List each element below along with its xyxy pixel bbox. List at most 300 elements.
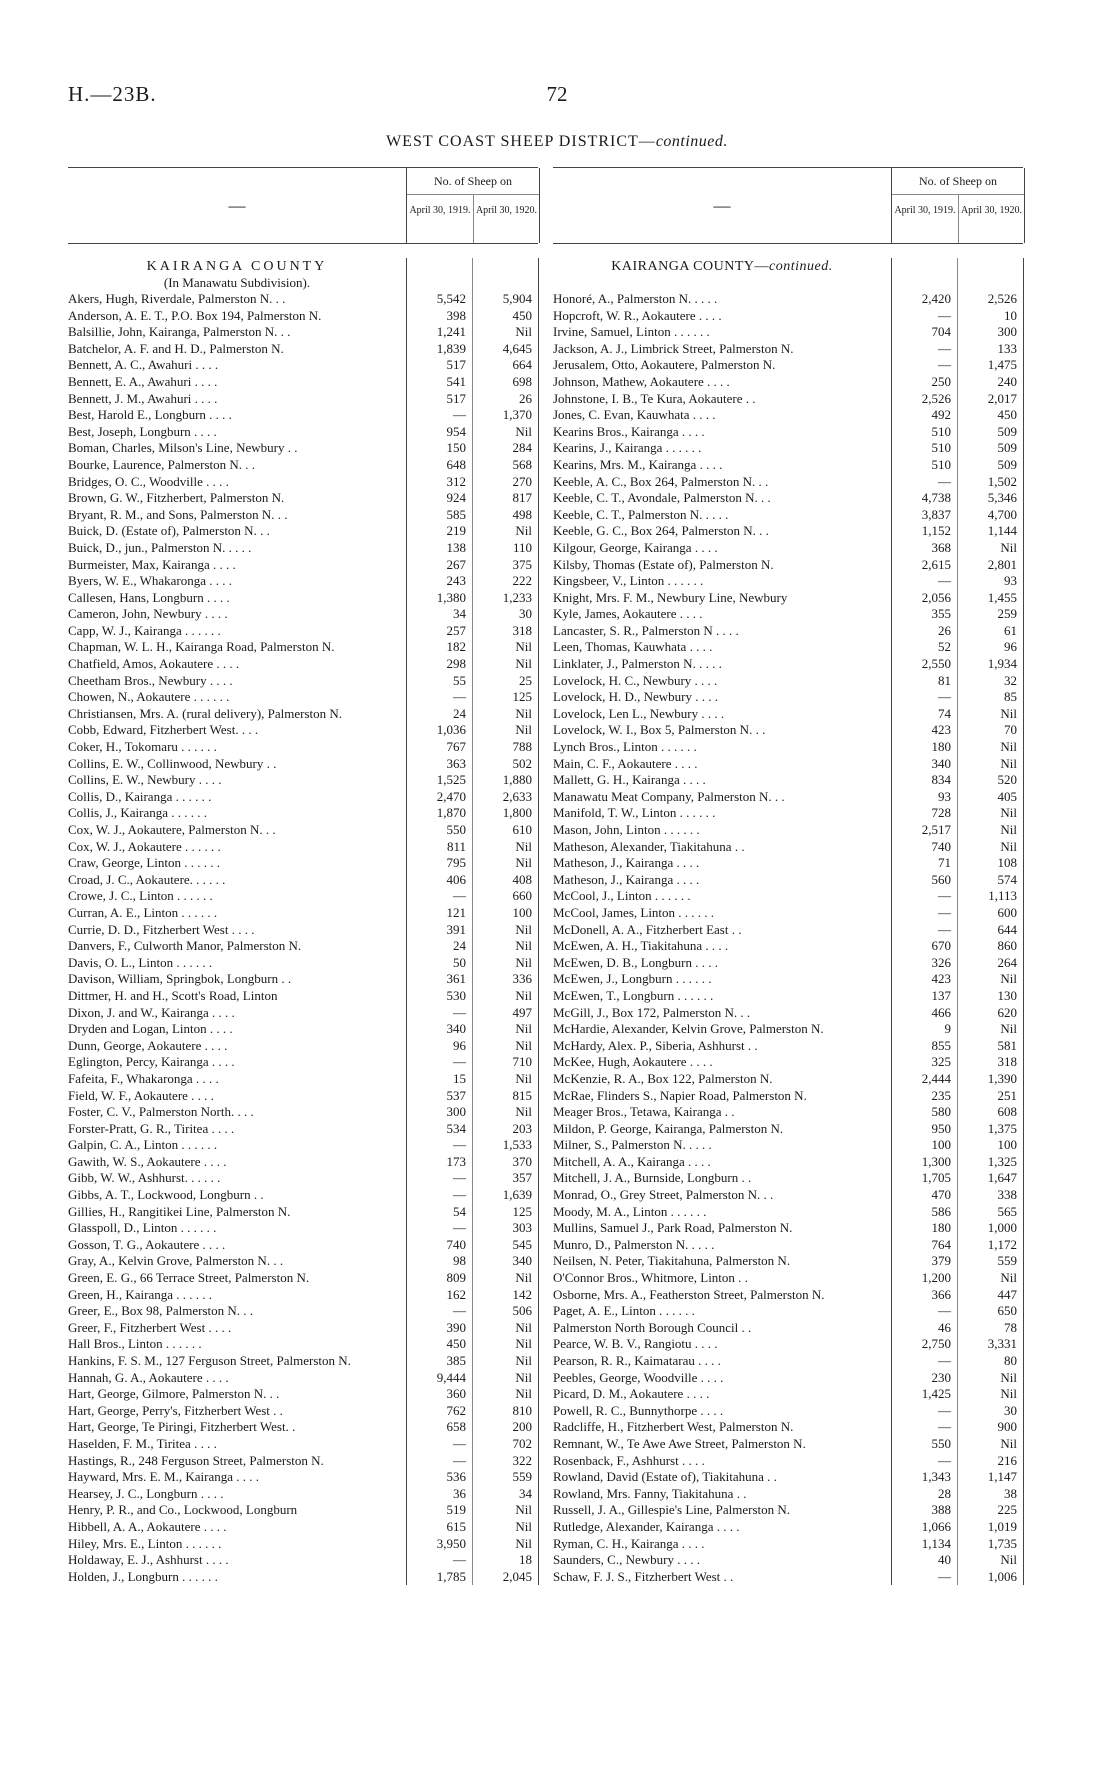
- left-row-1919: 50: [453, 954, 466, 970]
- right-row-name: Knight, Mrs. F. M., Newbury Line, Newbury: [553, 589, 788, 605]
- left-row-1920: 2,633: [502, 788, 532, 804]
- left-row-1919: 809: [446, 1270, 466, 1286]
- left-table-row: [68, 507, 538, 524]
- right-row-name: Kilsby, Thomas (Estate of), Palmerston N.: [553, 556, 774, 572]
- left-row-1920: 497: [512, 1004, 532, 1020]
- left-table-row: [68, 1187, 538, 1204]
- right-table-row: [553, 1436, 1023, 1453]
- left-row-name: Burmeister, Max, Kairanga . . . .: [68, 556, 236, 572]
- right-row-name: Osborne, Mrs. A., Featherston Street, Palmerston N.: [553, 1286, 825, 1302]
- right-table-row: [553, 656, 1023, 673]
- left-row-name: Bryant, R. M., and Sons, Palmerston N. . .: [68, 506, 288, 522]
- left-row-1919: 767: [446, 739, 466, 755]
- right-table-row: [553, 1303, 1023, 1320]
- right-table-row: [553, 1121, 1023, 1138]
- right-row-name: Munro, D., Palmerston N. . . . .: [553, 1236, 715, 1252]
- right-table-row: [553, 1088, 1023, 1105]
- left-table-row: [68, 1071, 538, 1088]
- right-table-row: [553, 440, 1023, 457]
- right-row-name: Rutledge, Alexander, Kairanga . . . .: [553, 1518, 740, 1534]
- left-row-name: Green, H., Kairanga . . . . . .: [68, 1286, 213, 1302]
- left-row-1920: 370: [512, 1153, 532, 1169]
- left-table-row: [68, 1121, 538, 1138]
- right-row-1919: 466: [931, 1004, 951, 1020]
- left-row-name: Crowe, J. C., Linton . . . . . .: [68, 888, 213, 904]
- left-row-1920: 203: [512, 1120, 532, 1136]
- left-table-row: [68, 1038, 538, 1055]
- right-row-1920: 1,144: [987, 523, 1017, 539]
- right-row-1919: 855: [931, 1037, 951, 1053]
- right-row-name: Jerusalem, Otto, Aokautere, Palmerston N.: [553, 357, 776, 373]
- left-row-1919: 361: [446, 971, 466, 987]
- left-sheep-group-label: No. of Sheep on: [407, 168, 539, 195]
- right-row-1920: 30: [1004, 1402, 1017, 1418]
- right-row-1919: 235: [931, 1087, 951, 1103]
- left-row-1920: 1,880: [502, 772, 532, 788]
- left-row-1920: Nil: [515, 938, 532, 954]
- page-title: [0, 133, 1114, 151]
- left-table-row: [68, 374, 538, 391]
- right-row-name: McGill, J., Box 172, Palmerston N. . .: [553, 1004, 751, 1020]
- right-table-row: [553, 1253, 1023, 1270]
- left-row-1919: 648: [446, 456, 466, 472]
- right-row-name: Moody, M. A., Linton . . . . . .: [553, 1203, 707, 1219]
- right-row-1920: Nil: [1000, 705, 1017, 721]
- right-row-name: Manifold, T. W., Linton . . . . . .: [553, 805, 716, 821]
- right-row-name: Matheson, J., Kairanga . . . .: [553, 855, 700, 871]
- left-row-1919: —: [453, 1170, 466, 1186]
- right-row-name: Keeble, C. T., Palmerston N. . . . .: [553, 506, 729, 522]
- left-row-1920: Nil: [515, 1336, 532, 1352]
- right-row-1919: —: [938, 1353, 951, 1368]
- right-county-heading: [553, 258, 891, 275]
- right-row-1920: 78: [1004, 1319, 1017, 1335]
- right-row-name: Mitchell, A. A., Kairanga . . . .: [553, 1153, 711, 1169]
- left-row-1919: 517: [446, 357, 466, 373]
- left-row-name: Dixon, J. and W., Kairanga . . . .: [68, 1004, 235, 1020]
- right-row-1920: 1,019: [987, 1518, 1017, 1534]
- right-row-1920: 32: [1004, 672, 1017, 688]
- right-table-row: [553, 1486, 1023, 1503]
- right-row-1919: 230: [931, 1369, 951, 1385]
- right-row-name: McHardy, Alex. P., Siberia, Ashhurst . .: [553, 1037, 758, 1053]
- right-row-1919: 26: [938, 622, 951, 638]
- left-row-name: Hall Bros., Linton . . . . . .: [68, 1336, 202, 1352]
- right-row-1919: 423: [931, 971, 951, 987]
- right-row-1920: 1,147: [987, 1469, 1017, 1485]
- right-row-1919: 1,134: [921, 1535, 951, 1551]
- right-row-1920: 1,113: [988, 888, 1017, 904]
- right-table-row: [553, 1220, 1023, 1237]
- right-table-row: [553, 872, 1023, 889]
- right-row-name: McDonell, A. A., Fitzherbert East . .: [553, 921, 742, 937]
- left-table-row: [68, 689, 538, 706]
- right-row-1920: 38: [1004, 1485, 1017, 1501]
- right-row-1919: 100: [931, 1137, 951, 1153]
- right-row-name: Lynch Bros., Linton . . . . . .: [553, 739, 697, 755]
- right-sheep-count-header: [891, 168, 1025, 243]
- right-row-1920: 509: [997, 456, 1017, 472]
- left-row-1919: —: [453, 888, 466, 904]
- right-row-1920: 1,502: [987, 473, 1017, 489]
- right-row-name: Mason, John, Linton . . . . . .: [553, 822, 700, 837]
- left-row-name: Hibbell, A. A., Aokautere . . . .: [68, 1518, 227, 1534]
- right-rows: [553, 291, 1023, 1585]
- right-row-name: Neilsen, N. Peter, Tiakitahuna, Palmerston N.: [553, 1253, 791, 1269]
- left-row-1919: 150: [446, 440, 466, 456]
- right-row-1919: —: [938, 357, 951, 373]
- right-table-row: [553, 1137, 1023, 1154]
- right-row-1919: —: [938, 1568, 951, 1584]
- left-table-row: [68, 1154, 538, 1171]
- left-row-1920: 142: [512, 1286, 532, 1302]
- right-row-1919: —: [938, 888, 951, 904]
- left-table-row: [68, 1005, 538, 1022]
- right-row-1919: 388: [931, 1502, 951, 1518]
- left-row-1919: 519: [446, 1502, 466, 1518]
- right-row-1919: 28: [938, 1485, 951, 1501]
- left-row-name: Hankins, F. S. M., 127 Ferguson Street, Palmerston N.: [68, 1353, 351, 1368]
- left-table-header: [68, 167, 538, 244]
- left-row-1919: 9,444: [436, 1369, 466, 1385]
- right-row-name: Mullins, Samuel J., Park Road, Palmerston N.: [553, 1220, 793, 1236]
- left-table-row: [68, 440, 538, 457]
- right-row-1919: 137: [931, 987, 951, 1003]
- left-row-1920: Nil: [515, 855, 532, 871]
- right-row-name: Irvine, Samuel, Linton . . . . . .: [553, 324, 710, 340]
- left-row-name: Hearsey, J. C., Longburn . . . .: [68, 1485, 224, 1501]
- left-row-1920: Nil: [515, 954, 532, 970]
- left-row-1919: 360: [446, 1386, 466, 1402]
- left-table-row: [68, 872, 538, 889]
- left-row-name: Bennett, A. C., Awahuri . . . .: [68, 357, 219, 373]
- left-row-1919: 541: [446, 373, 466, 389]
- right-row-name: Rowland, Mrs. Fanny, Tiakitahuna . .: [553, 1485, 747, 1501]
- left-row-name: Collis, D., Kairanga . . . . . .: [68, 788, 212, 804]
- left-row-1919: 1,839: [436, 340, 466, 356]
- right-row-1920: Nil: [1000, 822, 1017, 837]
- right-row-name: McCool, James, Linton . . . . . .: [553, 904, 715, 920]
- right-table-row: [553, 391, 1023, 408]
- left-table-row: [68, 905, 538, 922]
- right-row-1919: 325: [931, 1054, 951, 1070]
- right-row-1919: 510: [931, 423, 951, 439]
- left-row-1920: 702: [512, 1435, 532, 1451]
- left-row-name: Balsillie, John, Kairanga, Palmerston N. . .: [68, 324, 291, 340]
- left-row-name: Brown, G. W., Fitzherbert, Palmerston N.: [68, 490, 285, 506]
- right-row-1919: 340: [931, 755, 951, 771]
- right-row-1919: 1,066: [921, 1518, 951, 1534]
- right-row-1920: Nil: [1000, 838, 1017, 854]
- right-row-1920: 900: [997, 1419, 1017, 1435]
- left-row-1920: 336: [512, 971, 532, 987]
- left-table-row: [68, 756, 538, 773]
- right-table-row: [553, 1204, 1023, 1221]
- left-row-name: Holdaway, E. J., Ashhurst . . . .: [68, 1552, 229, 1568]
- left-row-name: Cox, W. J., Aokautere . . . . . .: [68, 838, 221, 854]
- left-table-row: [68, 772, 538, 789]
- left-row-1919: —: [453, 1435, 466, 1451]
- right-row-1919: 2,750: [921, 1336, 951, 1352]
- right-row-name: Pearce, W. B. V., Rangiotu . . . .: [553, 1336, 718, 1352]
- right-col-1920-header: April 30, 1920.: [958, 195, 1024, 243]
- left-row-name: Collins, E. W., Collinwood, Newbury . .: [68, 755, 277, 771]
- right-row-name: Kearins Bros., Kairanga . . . .: [553, 423, 705, 439]
- left-table-row: [68, 557, 538, 574]
- left-row-1920: Nil: [515, 639, 532, 655]
- right-table-row: [553, 557, 1023, 574]
- right-county-name: KAIRANGA COUNTY—: [611, 259, 769, 274]
- right-row-1919: 580: [931, 1104, 951, 1120]
- left-col-1920-header: April 30, 1920.: [473, 195, 539, 243]
- right-row-1920: 240: [997, 373, 1017, 389]
- left-row-1920: 506: [512, 1303, 532, 1319]
- left-table-row: [68, 523, 538, 540]
- left-row-1920: 568: [512, 456, 532, 472]
- left-row-name: Chapman, W. L. H., Kairanga Road, Palmerston N.: [68, 639, 335, 655]
- left-table-row: [68, 457, 538, 474]
- right-table-row: [553, 490, 1023, 507]
- right-row-1919: 510: [931, 440, 951, 456]
- left-row-name: Bennett, J. M., Awahuri . . . .: [68, 390, 218, 406]
- left-row-name: Greer, F., Fitzherbert West . . . .: [68, 1319, 232, 1335]
- left-table-row: [68, 308, 538, 325]
- right-row-name: Picard, D. M., Aokautere . . . .: [553, 1386, 710, 1402]
- right-row-1920: 520: [997, 772, 1017, 788]
- left-row-1920: Nil: [515, 324, 532, 340]
- left-row-name: Boman, Charles, Milson's Line, Newbury . .: [68, 440, 298, 456]
- left-table-row: [68, 639, 538, 656]
- left-row-name: Byers, W. E., Whakaronga . . . .: [68, 573, 233, 589]
- left-row-1920: 1,639: [502, 1187, 532, 1203]
- left-row-name: Greer, E., Box 98, Palmerston N. . .: [68, 1303, 254, 1319]
- left-row-1919: —: [453, 1137, 466, 1153]
- left-row-1920: Nil: [515, 1037, 532, 1053]
- left-table-row: [68, 474, 538, 491]
- right-table-body: [553, 258, 1023, 1585]
- left-row-1920: Nil: [515, 1535, 532, 1551]
- right-table-row: [553, 291, 1023, 308]
- left-row-name: Curran, A. E., Linton . . . . . .: [68, 904, 218, 920]
- right-row-1919: —: [938, 473, 951, 489]
- left-row-name: Forster-Pratt, G. R., Tiritea . . . .: [68, 1120, 235, 1136]
- right-row-1919: 586: [931, 1203, 951, 1219]
- right-table-row: [553, 1386, 1023, 1403]
- left-table-row: [68, 855, 538, 872]
- right-row-name: McRae, Flinders S., Napier Road, Palmerston N.: [553, 1087, 807, 1103]
- right-table-row: [553, 1469, 1023, 1486]
- right-row-1920: 1,934: [987, 656, 1017, 672]
- right-row-1919: —: [938, 921, 951, 937]
- left-row-1920: Nil: [515, 423, 532, 439]
- left-row-1920: Nil: [515, 1104, 532, 1120]
- left-row-1919: 517: [446, 390, 466, 406]
- right-row-1919: 180: [931, 1220, 951, 1236]
- right-row-1919: 834: [931, 772, 951, 788]
- left-row-name: Hayward, Mrs. E. M., Kairanga . . . .: [68, 1469, 259, 1485]
- left-row-1920: 610: [512, 822, 532, 837]
- left-row-1919: 391: [446, 921, 466, 937]
- right-row-name: Schaw, F. J. S., Fitzherbert West . .: [553, 1568, 734, 1584]
- right-row-1919: 704: [931, 324, 951, 340]
- left-row-1920: 30: [519, 606, 532, 622]
- right-table-row: [553, 1502, 1023, 1519]
- left-row-name: Best, Joseph, Longburn . . . .: [68, 423, 217, 439]
- left-row-1920: Nil: [515, 1369, 532, 1385]
- left-row-1920: Nil: [515, 722, 532, 738]
- left-table-row: [68, 722, 538, 739]
- right-row-name: Linklater, J., Palmerston N. . . . .: [553, 656, 722, 672]
- right-table-row: [553, 922, 1023, 939]
- left-row-1920: 815: [512, 1087, 532, 1103]
- left-table-row: [68, 839, 538, 856]
- left-row-1919: 24: [453, 938, 466, 954]
- left-row-1920: 110: [512, 539, 532, 555]
- left-row-1920: 408: [512, 871, 532, 887]
- right-row-name: Keeble, G. C., Box 264, Palmerston N. . .: [553, 523, 769, 539]
- right-table: [553, 167, 1023, 1585]
- left-row-1919: 1,380: [436, 589, 466, 605]
- right-table-row: [553, 1021, 1023, 1038]
- right-table-row: [553, 1336, 1023, 1353]
- left-table-row: [68, 1536, 538, 1553]
- right-row-1920: 620: [997, 1004, 1017, 1020]
- left-row-1919: 24: [453, 705, 466, 721]
- right-row-name: Milner, S., Palmerston N. . . . .: [553, 1137, 712, 1153]
- left-row-1919: 450: [446, 1336, 466, 1352]
- right-table-row: [553, 407, 1023, 424]
- right-row-1919: 40: [938, 1552, 951, 1568]
- right-table-row: [553, 623, 1023, 640]
- left-table-row: [68, 540, 538, 557]
- right-row-1920: 100: [997, 1137, 1017, 1153]
- right-row-1920: 108: [997, 855, 1017, 871]
- right-row-1920: 61: [1004, 622, 1017, 638]
- left-table-row: [68, 1370, 538, 1387]
- right-table-row: [553, 1187, 1023, 1204]
- right-row-1919: 1,425: [921, 1386, 951, 1402]
- left-row-name: Gosson, T. G., Aokautere . . . .: [68, 1236, 226, 1252]
- left-row-1919: 1,870: [436, 805, 466, 821]
- left-table: [68, 167, 538, 1585]
- left-table-row: [68, 1502, 538, 1519]
- left-row-1919: 138: [446, 539, 466, 555]
- right-row-name: Ryman, C. H., Kairanga . . . .: [553, 1535, 705, 1551]
- right-row-1920: 1,647: [987, 1170, 1017, 1186]
- left-table-row: [68, 1419, 538, 1436]
- right-row-1920: 10: [1004, 307, 1017, 323]
- right-row-name: Hopcroft, W. R., Aokautere . . . .: [553, 307, 722, 323]
- left-table-row: [68, 1270, 538, 1287]
- right-row-1920: 225: [997, 1502, 1017, 1518]
- right-row-1919: 326: [931, 954, 951, 970]
- left-row-1919: 1,241: [436, 324, 466, 340]
- right-row-1920: 338: [997, 1187, 1017, 1203]
- right-row-name: Mildon, P. George, Kairanga, Palmerston N.: [553, 1120, 784, 1136]
- right-row-1920: 509: [997, 440, 1017, 456]
- right-row-name: Kilgour, George, Kairanga . . . .: [553, 539, 718, 555]
- left-row-1919: 300: [446, 1104, 466, 1120]
- right-row-1919: 470: [931, 1187, 951, 1203]
- left-table-row: [68, 590, 538, 607]
- left-row-name: Gray, A., Kelvin Grove, Palmerston N. . .: [68, 1253, 284, 1269]
- right-row-name: Lovelock, H. C., Newbury . . . .: [553, 672, 718, 688]
- right-row-1919: 950: [931, 1120, 951, 1136]
- left-row-1919: 5,542: [436, 291, 466, 306]
- right-row-1919: 52: [938, 639, 951, 655]
- right-row-1920: 860: [997, 938, 1017, 954]
- left-table-row: [68, 955, 538, 972]
- left-row-1919: 162: [446, 1286, 466, 1302]
- right-table-row: [553, 739, 1023, 756]
- left-row-1919: 1,785: [436, 1568, 466, 1584]
- left-table-row: [68, 1104, 538, 1121]
- right-row-1920: 216: [997, 1452, 1017, 1468]
- left-row-1919: —: [453, 1303, 466, 1319]
- left-table-row: [68, 1353, 538, 1370]
- right-row-1920: Nil: [1000, 739, 1017, 755]
- left-row-name: Dryden and Logan, Linton . . . .: [68, 1021, 233, 1037]
- right-row-name: Jones, C. Evan, Kauwhata . . . .: [553, 407, 716, 423]
- right-row-1919: 2,420: [921, 291, 951, 306]
- left-row-name: Bourke, Laurence, Palmerston N. . .: [68, 456, 256, 472]
- left-row-1919: 390: [446, 1319, 466, 1335]
- left-table-row: [68, 490, 538, 507]
- right-row-1919: 2,056: [921, 589, 951, 605]
- left-row-1919: —: [453, 1187, 466, 1203]
- right-table-row: [553, 839, 1023, 856]
- left-table-row: [68, 1552, 538, 1569]
- right-table-row: [553, 523, 1023, 540]
- left-row-1920: 5,904: [502, 291, 532, 306]
- left-row-name: Haselden, F. M., Tiritea . . . .: [68, 1435, 217, 1451]
- right-row-1919: 1,343: [921, 1469, 951, 1485]
- right-row-name: Kearins, J., Kairanga . . . . . .: [553, 440, 702, 456]
- right-row-1920: 80: [1004, 1353, 1017, 1368]
- left-row-1920: 502: [512, 755, 532, 771]
- left-row-1919: 795: [446, 855, 466, 871]
- right-row-1920: Nil: [1000, 805, 1017, 821]
- right-row-name: Monrad, O., Grey Street, Palmerston N. . .: [553, 1187, 774, 1203]
- left-row-1919: 257: [446, 622, 466, 638]
- right-row-1920: Nil: [1000, 971, 1017, 987]
- left-row-name: Hart, George, Gilmore, Palmerston N. . .: [68, 1386, 280, 1402]
- left-table-row: [68, 888, 538, 905]
- right-row-name: Peebles, George, Woodville . . . .: [553, 1369, 724, 1385]
- right-row-1920: 300: [997, 324, 1017, 340]
- right-row-1919: 2,550: [921, 656, 951, 672]
- right-row-1920: 70: [1004, 722, 1017, 738]
- left-table-row: [68, 291, 538, 308]
- right-row-name: Lancaster, S. R., Palmerston N . . . .: [553, 622, 739, 638]
- right-table-row: [553, 756, 1023, 773]
- right-row-1919: 2,615: [921, 556, 951, 572]
- right-table-header: [553, 167, 1023, 244]
- left-row-1919: 924: [446, 490, 466, 506]
- left-table-row: [68, 1054, 538, 1071]
- left-row-1920: 498: [512, 506, 532, 522]
- left-table-row: [68, 805, 538, 822]
- left-row-1920: Nil: [515, 1319, 532, 1335]
- left-table-row: [68, 1386, 538, 1403]
- right-row-1920: 5,346: [987, 490, 1017, 506]
- right-row-1920: 318: [997, 1054, 1017, 1070]
- left-row-1919: 54: [453, 1203, 466, 1219]
- left-table-row: [68, 341, 538, 358]
- left-row-1920: 4,645: [502, 340, 532, 356]
- left-row-1920: 318: [512, 622, 532, 638]
- left-row-1919: 585: [446, 506, 466, 522]
